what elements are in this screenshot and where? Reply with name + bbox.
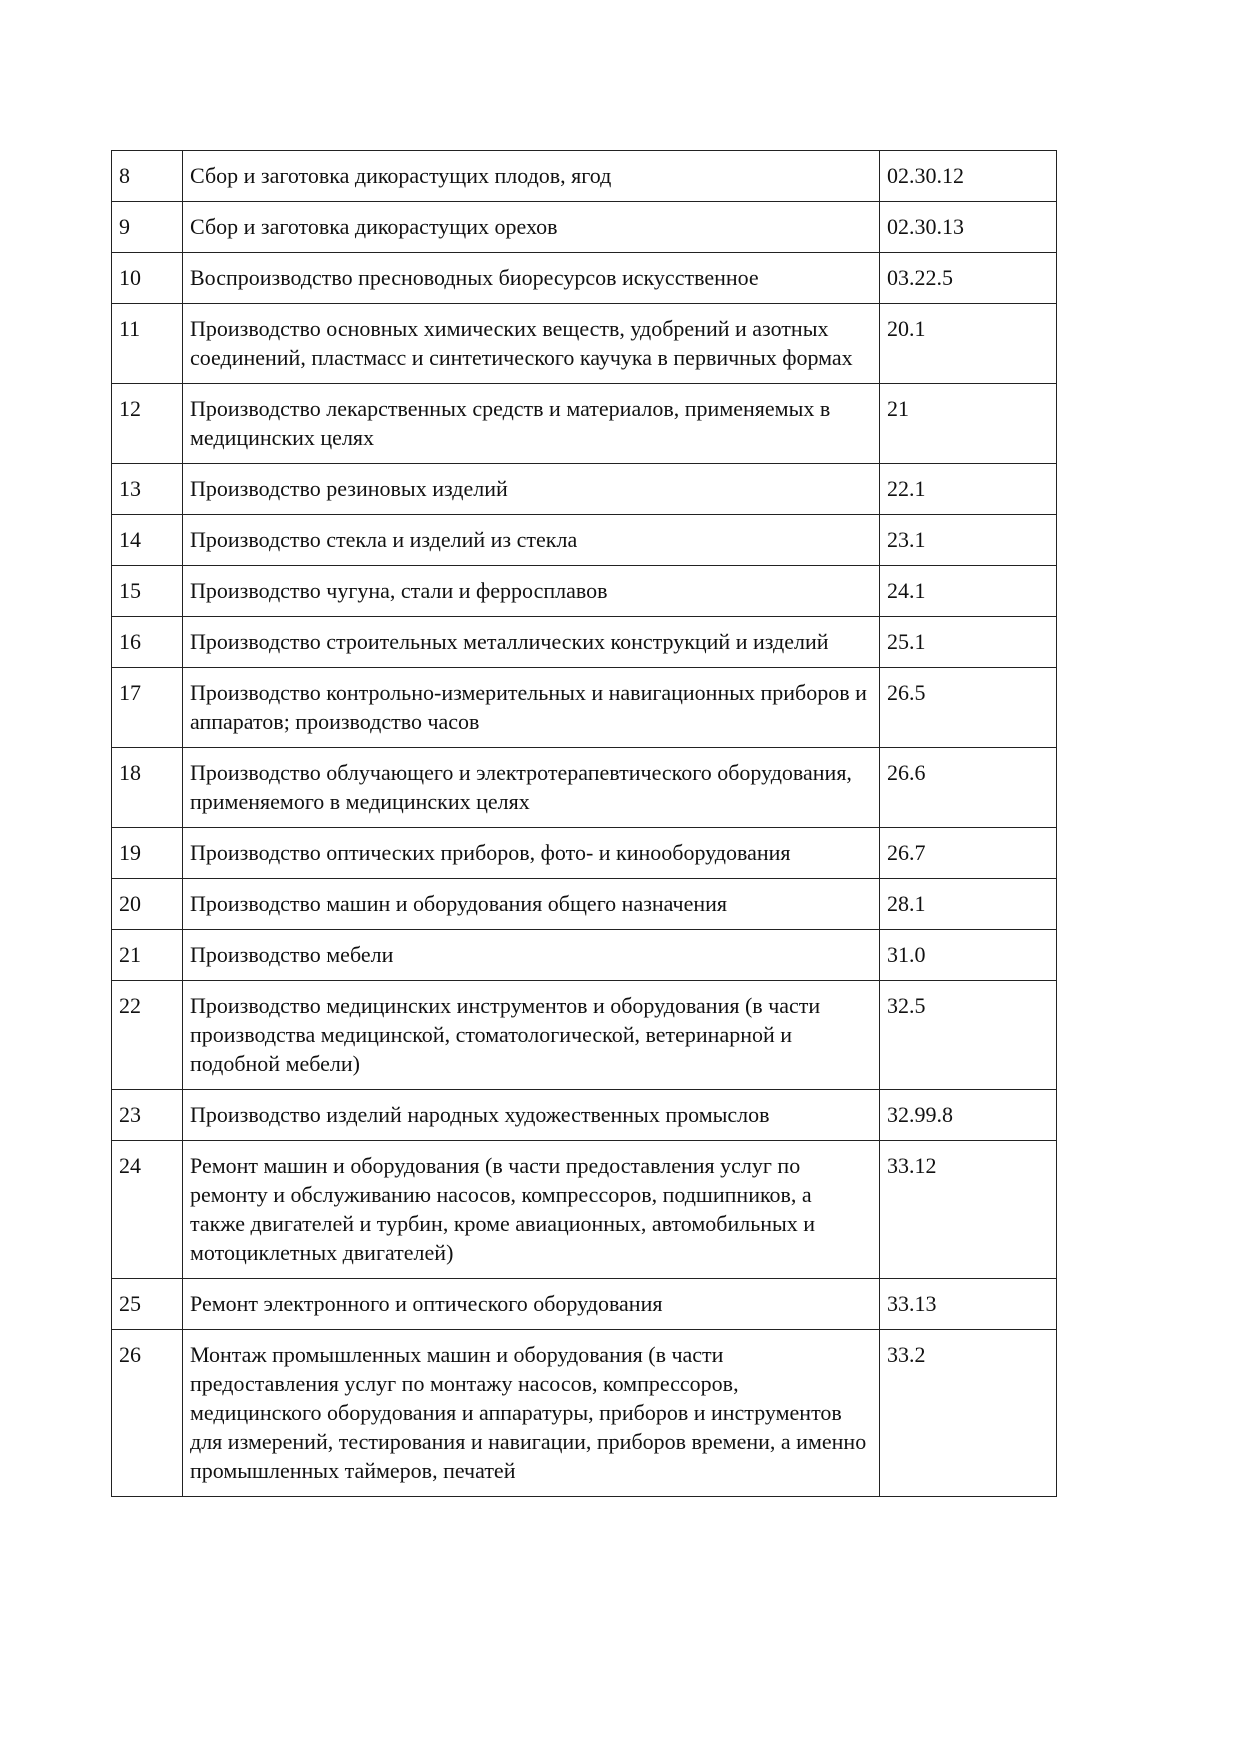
activity-code: 26.5 — [880, 668, 1057, 748]
table-row — [112, 828, 1057, 879]
activity-name: Производство лекарственных средств и материалов, применяемых в медицинских целях — [183, 384, 880, 464]
row-number: 24 — [112, 1141, 183, 1279]
row-number: 23 — [112, 1090, 183, 1141]
row-number: 12 — [112, 384, 183, 464]
row-number: 16 — [112, 617, 183, 668]
table-row — [112, 515, 1057, 566]
activity-code: 02.30.12 — [880, 151, 1057, 202]
activity-name: Сбор и заготовка дикорастущих плодов, ягод — [183, 151, 880, 202]
row-number: 25 — [112, 1279, 183, 1330]
activity-code: 32.5 — [880, 981, 1057, 1090]
row-number: 19 — [112, 828, 183, 879]
table-row — [112, 930, 1057, 981]
activity-code: 33.12 — [880, 1141, 1057, 1279]
row-number: 9 — [112, 202, 183, 253]
row-number: 10 — [112, 253, 183, 304]
activity-name: Монтаж промышленных машин и оборудования (в части предоставления услуг по монтажу насосов, компрессоров, медицинского оборудования и аппаратуры, приборов и инструментов для измерений, тестирования и навигации, приборов времени, а именно промышленных таймеров, печатей — [183, 1330, 880, 1497]
activity-name: Ремонт машин и оборудования (в части предоставления услуг по ремонту и обслуживанию насосов, компрессоров, подшипников, а также двигателей и турбин, кроме авиационных, автомобильных и мотоциклетных двигателей) — [183, 1141, 880, 1279]
activity-code: 21 — [880, 384, 1057, 464]
table-row — [112, 384, 1057, 464]
table-row — [112, 151, 1057, 202]
activity-name: Производство контрольно-измерительных и навигационных приборов и аппаратов; производство часов — [183, 668, 880, 748]
row-number: 21 — [112, 930, 183, 981]
table-row — [112, 566, 1057, 617]
table-row — [112, 304, 1057, 384]
row-number: 17 — [112, 668, 183, 748]
table-row — [112, 1330, 1057, 1497]
table-row — [112, 617, 1057, 668]
activity-code: 28.1 — [880, 879, 1057, 930]
activity-code: 25.1 — [880, 617, 1057, 668]
activity-name: Производство облучающего и электротерапевтического оборудования, применяемого в медицинских целях — [183, 748, 880, 828]
row-number: 13 — [112, 464, 183, 515]
row-number: 18 — [112, 748, 183, 828]
activity-name: Производство стекла и изделий из стекла — [183, 515, 880, 566]
activity-name: Производство строительных металлических конструкций и изделий — [183, 617, 880, 668]
activity-name: Производство чугуна, стали и ферросплавов — [183, 566, 880, 617]
activity-name: Производство оптических приборов, фото- и кинооборудования — [183, 828, 880, 879]
activity-name: Производство основных химических веществ, удобрений и азотных соединений, пластмасс и синтетического каучука в первичных формах — [183, 304, 880, 384]
activity-name: Воспроизводство пресноводных биоресурсов искусственное — [183, 253, 880, 304]
activities-table-body — [112, 151, 1057, 1497]
activity-code: 33.13 — [880, 1279, 1057, 1330]
row-number: 14 — [112, 515, 183, 566]
activity-name: Производство медицинских инструментов и оборудования (в части производства медицинской, стоматологической, ветеринарной и подобной мебели) — [183, 981, 880, 1090]
activity-code: 33.2 — [880, 1330, 1057, 1497]
activity-code: 22.1 — [880, 464, 1057, 515]
activity-code: 26.6 — [880, 748, 1057, 828]
row-number: 26 — [112, 1330, 183, 1497]
activity-code: 26.7 — [880, 828, 1057, 879]
table-row — [112, 748, 1057, 828]
table-row — [112, 202, 1057, 253]
row-number: 8 — [112, 151, 183, 202]
row-number: 22 — [112, 981, 183, 1090]
table-row — [112, 668, 1057, 748]
activities-table — [111, 150, 1057, 1497]
row-number: 20 — [112, 879, 183, 930]
table-row — [112, 1279, 1057, 1330]
activity-name: Производство машин и оборудования общего назначения — [183, 879, 880, 930]
activity-name: Производство изделий народных художественных промыслов — [183, 1090, 880, 1141]
activity-code: 32.99.8 — [880, 1090, 1057, 1141]
row-number: 11 — [112, 304, 183, 384]
activity-code: 20.1 — [880, 304, 1057, 384]
activity-code: 24.1 — [880, 566, 1057, 617]
activity-code: 31.0 — [880, 930, 1057, 981]
table-row — [112, 464, 1057, 515]
activity-name: Производство резиновых изделий — [183, 464, 880, 515]
activity-name: Сбор и заготовка дикорастущих орехов — [183, 202, 880, 253]
activity-code: 23.1 — [880, 515, 1057, 566]
activity-code: 02.30.13 — [880, 202, 1057, 253]
table-row — [112, 981, 1057, 1090]
activity-name: Производство мебели — [183, 930, 880, 981]
row-number: 15 — [112, 566, 183, 617]
activity-code: 03.22.5 — [880, 253, 1057, 304]
table-row — [112, 1090, 1057, 1141]
activity-name: Ремонт электронного и оптического оборудования — [183, 1279, 880, 1330]
table-row — [112, 253, 1057, 304]
table-row — [112, 1141, 1057, 1279]
table-row — [112, 879, 1057, 930]
